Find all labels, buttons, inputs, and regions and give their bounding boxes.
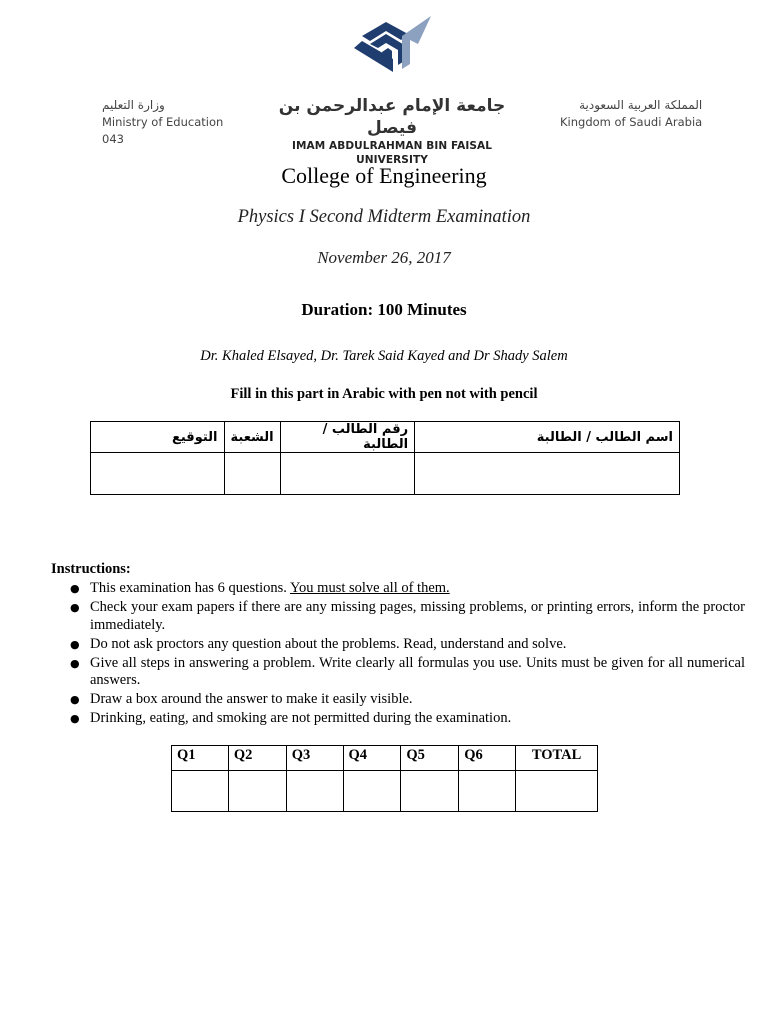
q2-score-cell[interactable] — [228, 771, 286, 812]
q5-header: Q5 — [401, 746, 459, 771]
ministry-code: 043 — [102, 132, 124, 146]
fill-in-note: Fill in this part in Arabic with pen not with pencil — [230, 386, 538, 402]
exam-authors: Dr. Khaled Elsayed, Dr. Tarek Said Kayed and Dr Shady Salem — [200, 348, 568, 364]
bullet-icon: ● — [70, 712, 80, 725]
bullet-icon: ● — [70, 637, 80, 651]
q6-header: Q6 — [459, 746, 516, 771]
q3-header: Q3 — [286, 746, 343, 771]
student-id-cell[interactable] — [280, 453, 414, 495]
instruction-item — [70, 599, 745, 634]
q1-score-cell[interactable] — [172, 771, 229, 812]
total-score-cell[interactable] — [516, 771, 598, 812]
q6-score-cell[interactable] — [459, 771, 516, 812]
kingdom-arabic: المملكة العربية السعودية — [579, 98, 703, 112]
instruction-text: This examination has 6 questions. — [90, 580, 291, 596]
instruction-text: Draw a box around the answer to make it easily visible. — [90, 691, 413, 707]
ministry-block — [102, 97, 223, 148]
student-table-header-row — [91, 422, 680, 453]
instruction-item — [70, 580, 745, 598]
instruction-text: Drinking, eating, and smoking are not permitted during the examination. — [90, 710, 512, 726]
q4-score-cell[interactable] — [343, 771, 401, 812]
kingdom-block — [560, 97, 702, 131]
ministry-english: Ministry of Education — [102, 115, 224, 129]
total-header: TOTAL — [516, 746, 598, 771]
student-id-header: رقم الطالب / الطالبة — [280, 422, 414, 453]
score-table — [171, 745, 598, 812]
university-logo — [352, 14, 434, 86]
instructions-list — [68, 580, 745, 729]
student-name-cell[interactable] — [415, 453, 680, 495]
q4-header: Q4 — [343, 746, 401, 771]
q5-score-cell[interactable] — [401, 771, 459, 812]
instruction-item — [70, 691, 745, 709]
university-name-arabic: جامعة الإمام عبدالرحمن بن فيصل — [278, 96, 506, 138]
bullet-icon: ● — [70, 656, 80, 670]
exam-title: Physics I Second Midterm Examination — [237, 207, 531, 227]
instruction-item — [70, 710, 745, 728]
bullet-icon: ● — [70, 693, 80, 706]
q3-score-cell[interactable] — [286, 771, 343, 812]
student-info-table — [90, 421, 680, 495]
college-title: College of Engineering — [281, 163, 487, 188]
bullet-icon: ● — [70, 582, 80, 595]
logo-mark — [354, 16, 431, 72]
q1-header: Q1 — [172, 746, 229, 771]
student-name-header: اسم الطالب / الطالبة — [415, 422, 680, 453]
student-table-entry-row — [91, 453, 680, 495]
kingdom-english: Kingdom of Saudi Arabia — [560, 115, 703, 129]
exam-duration: Duration: 100 Minutes — [301, 300, 467, 319]
instruction-text: Do not ask proctors any question about the problems. Read, understand and solve. — [90, 635, 567, 652]
score-entry-row — [172, 771, 598, 812]
score-header-row — [172, 746, 598, 771]
university-name-block — [268, 95, 516, 167]
university-name-english: IMAM ABDULRAHMAN BIN FAISAL UNIVERSITY — [291, 140, 493, 166]
q2-header: Q2 — [228, 746, 286, 771]
instruction-item — [70, 654, 745, 690]
signature-cell[interactable] — [91, 453, 225, 495]
section-header: الشعبة — [224, 422, 280, 453]
instruction-underlined-text: You must solve all of them. — [290, 580, 450, 596]
bullet-icon: ● — [70, 601, 80, 614]
section-cell[interactable] — [224, 453, 280, 495]
instruction-item — [70, 635, 745, 654]
instruction-text: Give all steps in answering a problem. Write clearly all formulas you use. Units must be given for all numerical answers. — [90, 654, 745, 688]
instruction-text: Check your exam papers if there are any missing pages, missing problems, or printing errors, inform the proctor immediately. — [90, 599, 745, 633]
exam-date: November 26, 2017 — [317, 248, 451, 267]
signature-header: التوقيع — [91, 422, 225, 453]
ministry-arabic: وزارة التعليم — [102, 98, 165, 112]
instructions-heading: Instructions: — [51, 561, 131, 577]
